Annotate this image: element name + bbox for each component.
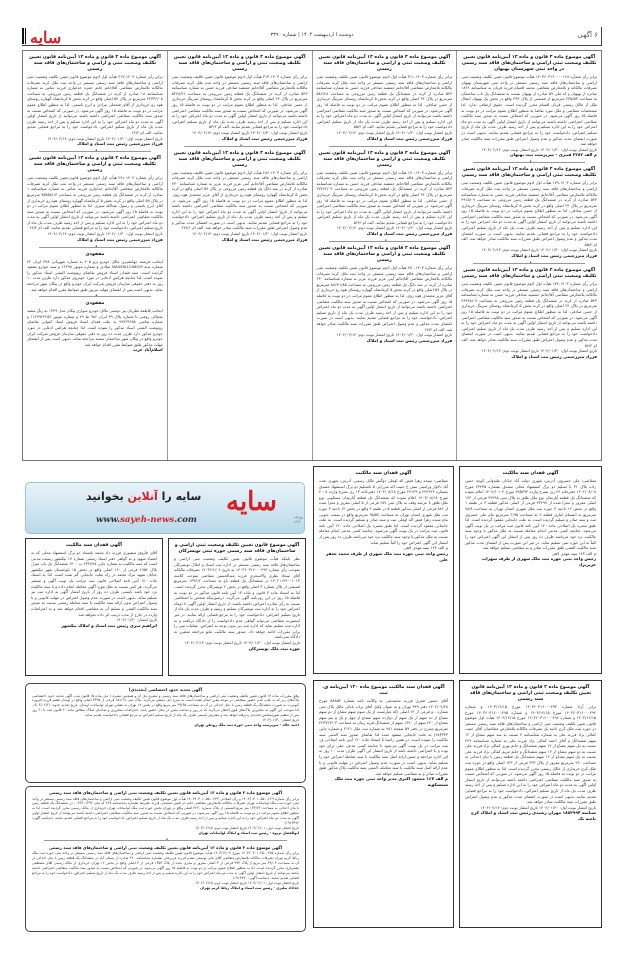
column bbox=[312, 51, 457, 460]
notice-box-rounded bbox=[25, 683, 306, 783]
banner-tagline bbox=[86, 490, 201, 503]
notice-box bbox=[168, 538, 306, 676]
notice-title: آگهی موضوع ماده ۳ قانون و ماده ۱۳ آیین‌نامه قانون تعیین تکلیف وضعیت ثبتی اراضی و ساختمان‌های فاقد سند رسمی bbox=[48, 790, 283, 795]
notice-title: آگهی موضوع ماده ۳ قانون و ماده ۱۳ آیین‌نامه قانون تعیین تکلیف وضعیت ثبتی و اراضی و ساختمان‌های فاقد سند رسمی bbox=[173, 55, 306, 72]
notice-title: آگهی موضوع ماده ۳ قانون و ماده ۱۳ آیین‌نامه قانون تعیین تکلیف وضعیت ثبتی و اراضی و ساختمان‌های فاقد سند رسمی bbox=[318, 246, 451, 264]
notice-box-rounded bbox=[25, 786, 306, 932]
notice bbox=[27, 156, 163, 243]
notice-ref: م الف ۱۴۳ سید مهدی لاهی bbox=[551, 550, 596, 556]
notice bbox=[461, 167, 597, 259]
notice-title: آگهی فقدان سند مالکیت bbox=[502, 471, 559, 476]
notice-ref: تاریخ انتشار: ۱۴۰۴/۰۱/۳۰ bbox=[116, 617, 157, 623]
separator bbox=[39, 151, 151, 153]
notice-title: آگهی فقدان سند مالکیت bbox=[66, 543, 122, 548]
notice-body: برابر رأی شماره ۱۴۰۳-۳۱۳ هیأت اول ادوم موضوع قانون تعیین تکلیف وضعیت ثبتی اراضی و ساختمان‌های فاقد سند رسمی مستقر در واحد ثبت ملک کرند تصرفات مالکانه بلامعارض متقاضی آقا/خانم خانم حمزه خدابیاری فرزند عباس به شماره شناسنامه ۱۸ صادره از کرند در ششدانگ یک قطعه زمین مزروعی به مساحت ۲۲۳۳۶/۰۸ مترمربع در پلاک ۵۹ اصلی واقع در کرند بخش ۵ کرمانشاه گهواره روستای هوه رو خریداری از آقای فتحعلی مرادی و ایرج یاسمی. لذا به منظور اطلاع عموم مراتب در دو نوبت به فاصله ۱۵ روز آگهی می‌شود. در صورتی که اشخاص نسبت به صدور سند مالکیت متقاضی اعتراضی داشته باشند می‌توانند از تاریخ انتشار اولین آگهی به مدت دو ماه اعتراض خود را به این اداره تسلیم و پس از اخذ رسید ظرف مدت یک ماه از تاریخ تسلیم اعتراض، دادخواست خود را به مراجع قضایی تقدیم نمایند. الف ام ۶۲/۲ bbox=[27, 74, 163, 135]
notice bbox=[172, 151, 308, 243]
notice-body: ایجانب فرشته جهانشیری مالک خودرو پژو ۴۰۵ به شماره شهربانی ۳۹۸ ایران ۲۲ شماره بدنه NAAM01CA6CM میلادی و شماره موتور ۱۲۴۹۸ و سند خودرو مفقود گردیده است. سند فقدان اسناد فروش تقاضای رونوشت المثنی اسناد مذکور را نموده است. لذا چنانچه هرکس ادعایی در مورد خودروی مذکور دارد ظرف مدت ۱۰ روز به دفتر حقوقی سازمان فروش شرکت ایران خودرو واقع در پیکان شهر مراجعه نماید. بدیهی است پس از انقضای مهلت مزبور طبق ضوابط مقرر اقدام خواهد شد. bbox=[27, 258, 163, 292]
notice-box bbox=[313, 466, 454, 674]
notice-body: متقاضی: علی خسروی، آدرس: شهری دولت آباد خیابان علیدوانی کوچه حسن زاده پلاک ۳۱ با تسلیم دو برگ استشهاد محلی مصدق بشماره ۲۳۴۳۵ مورخ ۱۴۰۲/۰۸/۰۸ دفترخانه ۴۲ ری بشرح وارده ۲۹۵۷۹۳ مورخ ۱۴۰۲/۱۰/۰۴ اعلام نموده که ششدانگ یک قطعه آپارتمان نوع ملک طلق به پلاک ثبتی ۲۷۹۹۸ فرعی از ۱۲۳ اصلی مفروز و مجزا شده از ۴۳۲۹۷ فرعی از اصلی مذکور قطعه ۴ در طبقه ۱ واقع در بخش ۱۲ ناحیه ۳ حوزه ثبت ملک شهری استان تهران به مساحت ۹۸/۸ مترمربع به انضمام انباری قطعه ۲ به مساحت ۲/۹۵ مترمربع بنام علی خسروی ثبت و سند صادر و تسلیم گردیده است. به علت جابجایی مفقود گردیده است. لذا طبق تبصره یک اصلاحی ماده ۱۲۰ آیین نامه قانون ثبت مراتب در یک نوبت آگهی می‌شود. چنانچه کسی مدعی انجام معامله نسبت به ملک مذکور یا وجود سند مالکیت نزد خود می‌باشد ظرف ده روز پس از انتشار این آگهی اعتراض خود را کتباً به این حوزه ثبتی تسلیم نماید. در غیر این صورت پس از انقضای مدت مذکور سند مالکیت المثنی طبق مقررات صادر و به متقاضی تسلیم خواهد شد. bbox=[465, 478, 597, 551]
notice-box bbox=[459, 680, 602, 928]
online-banner[interactable] bbox=[25, 482, 305, 534]
tagline-highlight: آنلاین bbox=[127, 490, 158, 503]
notice bbox=[317, 246, 453, 344]
notice-body: برابر رأی شماره ۱۴۰۳-۱۷۰ هیأت اول ادوم موضوع قانون تعیین تکلیف وضعیت ثبتی اراضی و ساختمان‌های فاقد سند رسمی مستقر در واحد ثبت ملک کرند تصرفات مالکانه بلامعارض متقاضی آقا/خانم جمشید صادقی فرزند حسن به شماره شناسنامه ۵۴۳ صادره از کرند در ششدانگ یک قطعه زمین مزروعی به مساحت ۲۷۷۶۴/۰۴ مترمربع در پلاک ۲۴ اصلی واقع در کرند بخش ۵ کرمانشاه روستای سرینگ خریداری از حسن صادقی. لذا به منظور اطلاع عموم مراتب در دو نوبت به فاصله ۱۵ روز آگهی می‌شود. در صورتی که اشخاص نسبت به صدور سند مالکیت متقاضی اعتراضی داشته باشند می‌توانند از تاریخ انتشار اولین آگهی به مدت دو ماه اعتراض خود را به این اداره تسلیم و پس از اخذ رسید ظرف مدت یک ماه از تاریخ تسلیم اعتراض، دادخواست خود را به مراجع قضایی تقدیم نمایند. الف ام ۵۶/۲ bbox=[316, 169, 453, 225]
banner-url[interactable] bbox=[96, 515, 197, 525]
notice bbox=[172, 55, 308, 142]
notice bbox=[27, 55, 163, 147]
notice-date: تاریخ انتشار نوبت اول: ۱۴۰۴/۰۱/۳۰ تاریخ انتشار نوبت دوم: ۱۴۰۴/۰۲/۱۴ bbox=[336, 225, 453, 231]
notice-date: تاریخ انتشار نوبت اول: ۱۴۰۴/۰۱/۳۰ تاریخ انتشار نوبت دوم: ۱۴۰۴/۰۲/۱۴ bbox=[481, 146, 597, 152]
notice-box bbox=[25, 538, 163, 676]
notice-signature: رئیس واحد ثبتی حوزه ثبت ملک شهری از طرف محمد جعفر علی bbox=[325, 550, 448, 562]
notice-date: تاریخ انتشار نوبت اول: ۱۴۰۴/۰۱/۳۰ تاریخ انتشار نوبت دوم: ۱۴۰۴/۰۲/۱۴ bbox=[336, 332, 453, 338]
column bbox=[167, 51, 312, 460]
notice-body: برابر رأی شماره ۱۴۰۳۶۰۳۰۱۰۵۵۰۰۲۶۹ و رأی اصلاحی ۱۴۰۳۶۰۳۰۱۰۵۵۰۰۲۳۳ هیأت اول موضوع قانون تعیین تکلیف وضعیت ثبتی اراضی و ساختمان‌های فاقد سند رسمی مستقر در واحد ثبتی حوزه ثبت ملک لواسانات تهران تصرفات مالکانه بلامعارض متقاضی خانم ام البنین صحیحی فرزند علیرضا بشماره شناسنامه ۲۲۸ کد ملی ۰۰۴۹۶۰۱۳۹۲ در ششدانگ یک قطعه زمین با بنای احداثی به مساحت ۱۳۳/۲۲ متر مربع قسمتی از پلاک شماره ۲۲۲۰ اصلی واقع در تهران بخش حوزه ثبت ملک لواسانات تهران خریداری از مالک رسمی محرز گردیده است. لذا به منظور اطلاع عموم مراتب در دو نوبت به فاصله ۱۵ روز آگهی می‌شود. در صورتی که اشخاص نسبت به صدور سند مالکیت متقاضی اعتراضی داشته باشند می‌توانند از تاریخ انتشار اولین آگهی به مدت دو ماه اعتراض خود را به این اداره تسلیم و پس از اخذ رسید ظرف مدت یک ماه از تاریخ تسلیم اعتراض، دادخواست خود را به مراجع قضایی تقدیم نمایند. (شناسه آگهی: ۱۹۱۳۴۹۶) bbox=[32, 796, 300, 826]
notice-title: آگهی موضوع ماده ۳ قانون و ماده ۱۳ آیین‌نامه قانون تعیین تکلیف وضعیت ثبتی اراضی و ساختمان‌های فاقد سند رسمی bbox=[461, 167, 597, 179]
notice-title: آگهی فقدان سند مالکیت موضوع ماده ۱۲۰ آیین‌نامه ق. ثبت bbox=[322, 685, 445, 696]
notice-body: برابر رأی شماره ۱۴۰۳۶۰۳۱۲۰۰۰۰۱۲۸ هیأت موضوع قانون تعیین تکلیف وضعیت ثبتی اراضی و ساختمان‌های فاقد سند رسمی مستقر در واحد ثبتی شهرستان بهبهان تصرفات مالکانه و بلامعارض متقاضی محمد اقسام فرزند قربان به شناسنامه ۱۸۶۲ صادره از بهبهان و کد ملی ۵۹ صادره از بهبهان نسبت به ششدانگ یک باب ساختمان به مساحت ۲۳۵/۵۳ مترمربع از قسمتی از پلاک ۳۹۳ واقع در بخش یک بهبهان انتقال ملک از مالک رسمی قربان اقسام محرز گردیده است. حقوق ارتفاقی ندارد. لذا مشخصات متقاضی و ملک مورد تقاضا به منظور اطلاع عموم مراتب در دو نوبت به فاصله ۱۵ روز آگهی می‌شود. در صورتی که اشخاص نسبت به صدور سند مالکیت متقاضی اعتراضی داشته باشند می‌توانند از تاریخ انتشار اولین آگهی به مدت دو ماه اعتراض خود را به این اداره تسلیم و پس از اخذ رسید ظرف مدت یک ماه از تاریخ تسلیم اعتراض، دادخواست خود را به مراجع قضایی تقدیم نمایند. بدیهی است در صورت انقضای مدت مذکور و عدم وصول اعتراض طبق مقررات سند مالکیت صادر خواهد شد. bbox=[461, 74, 597, 147]
notice-body: آقای فاروق منصوری فرزند داد محمد باستناد دو برگ استشهاد محلی که به امضاء شهود و به گواهی دفتر اسناد رسمی شماره ۱۷ نیکشهر رسیده مدعی است که سند مالکیت به شماره چاپی ۲۳۲۸۹۸ ب ۱۴۰۰ ششدانگ یک باب منزل پلاک ۱۹۵۴ فرعی از ۱۶۰ اصلی واقع در بخش ۱۵ بلوچستان شهر نیکشهر خیابان شهید مراد محمد در راه بعلت جابجایی گم شده است. لذا به استناد ماده ۱۲۰ آئین نامه اصلاحی قانون ثبت مراتب یک نوبت آگهی و منتشر می‌گردد. هر کس نسبت به ملک مورد آگهی معامله انجام داده و یا سند مالکیت نزد خود باشد بایستی ظرف ده روز از تاریخ انتشار آگهی به اداره ثبت نیز تسلیم نماید. بدیهی است در صورت عدم وصول اعتراض در مهلت قانونی و یا وصول اعتراض بدون ارائه سند مالکیت یا سند معامله رسمی نسبت به صدور سند مالکیت المثنی و تسلیم آن به متقاضی اقدام خواهد شد و به اعتراضات وارده در خارج از مدت ترتیب اثر داده نخواهد شد. bbox=[31, 550, 158, 617]
notice-title: آگهی موضوع ماده ۳ قانون و ماده ۱۳ آیین‌نامه قانون تعیین تکلیف وضعیت ثبتی اراضی و ساختمان‌های فاقد سند رسمی bbox=[461, 268, 597, 280]
notice-body: آقای حسین قنبری فرزند محمدتقی به وکالت نامه شماره ۵۸۸۵۴ مورخ ۱۴۰۲/۰۴/۲۸ دفتر ۳۴۹ تهران و به عنوان وکیل آقای برات بابائی مالک پلاک ثبتی شماره - و فرعی از ۱۳ اصلی (که عبارتست از یک سوم سهم مشاع از دو سهم مشاع از ده سهم از یک سهم از دوازده سهم مشاع از چهل و یک و نیم سهم مشاع از ۲۴۰ سهم از ۱۶۹۰ سهم از ششدانگ قریه زیبان به مساحت ۲۲۳۷۲۳/۰۳ مترمربع مندرج در دفتر ۵۹ صفحه ۹۸۱ به شماره ثبت ملک ۲۱۲۱ و شماره چاپی ۶۸۳۳۳۳) به علت جابجایی مفقود شده لذا تقاضای صدور سند المثنی سند مالکیت را نموده است. در همین راستا با استناد ماده ۱۲۰ آیین نامه اصلاحی ق. ثبت مراتب در یک نوبت آگهی می‌شود تا چنانچه کسی مدعی حقی برای خود بوده و یا اعتراضی داشته باشد از تاریخ انتشار این آگهی ظرف مدت ۱۰ روز به این اداره مراجعه و ضمن ارائه اصل سند مالکیت یا سند معامله اعتراض خود را تسلیم نماید. بدیهی است در صورت عدم وصول اعتراض در مهلت قانونی و یا عدم ارائه اصل سند مالکیت یا سند معامله، المثنی سند مالکیت پلاک مذکور طبق مقررات صادر و به متقاضی تسلیم خواهد شد. bbox=[319, 698, 449, 776]
notice-signature: فرزاد میررحیمی رئیس ثبت اسناد و املاک bbox=[221, 236, 308, 242]
notice bbox=[32, 790, 299, 836]
section-label: آگهی bbox=[577, 31, 592, 39]
notice-title: آگهی فقدان سند مالکیت bbox=[355, 471, 412, 476]
notice-date: تاریخ انتشار نوبت اول: ۱۴۰۴/۰۱/۳۰ تاریخ انتشار نوبت دوم: ۱۴۰۴/۰۲/۱۴ bbox=[481, 348, 597, 354]
notice-signature: م الف ۱۶۷ محمود اکبری مدیر واحد ثبتی حوزه ثبت ملک شمشکویه bbox=[334, 776, 448, 788]
notice-ref: تاریخ انتشار نوبت اول: ۱۴۰۴/۰۱/۳۰ تاریخ انتشار نوبت دوم: ۱۴۰۴/۰۲/۱۴ bbox=[184, 639, 300, 645]
notice bbox=[27, 252, 163, 293]
separator bbox=[329, 146, 441, 148]
notice bbox=[465, 685, 596, 822]
notice-ref: م الف ۱۴۴ سید مهدی لاهی bbox=[403, 545, 448, 551]
issue-dateline: دوشنبه ا اردیبهشت ۱۴۰۴ | شماره ۳۳۹۰ bbox=[270, 32, 354, 38]
notice-title: مفقودی bbox=[85, 301, 105, 307]
notice bbox=[317, 151, 453, 238]
notice-date: تاریخ انتشار نوبت اول: ۱۴۰۴/۰۱/۳۰ تاریخ انتشار نوبت دوم: ۱۴۰۴/۰۲/۱۴ bbox=[336, 129, 453, 135]
notice-signature: ابراهیم میری رئیس ثبت اسناد و املاک نیکشهر bbox=[61, 622, 157, 628]
notice-title: آگهی موضوع ماده ۳ قانون و ماده ۱۳ آیین‌نامه قانون تعیین تکلیف وضعیت ثبتی اراضی و ساختمان‌های فاقد سند رسمی در واحد ثبتی شهرستان بهبهان bbox=[461, 55, 597, 72]
notice-title: آگهی موضوع ماده ۳ قانون و ماده ۱۳ آیین‌نامه قانون تعیین تکلیف وضعیت ثبتی و اراضی و ساختمان‌های فاقد سند رسمی bbox=[318, 150, 451, 168]
notice-signature: فرزاد میررحیمی رئیس ثبت اسناد و املاک bbox=[77, 236, 163, 242]
separator bbox=[473, 162, 585, 164]
notice bbox=[32, 845, 299, 891]
notice-ref: تاریخ انتشار: ۱۴۰۴/۰۱/۳۰ bbox=[262, 718, 299, 723]
notice-signature: شناسه ۱۸۸۲۹۹۴ مهران رشیدی رئیس ثبت اسناد و املاک کرج ناحیه یک bbox=[470, 810, 596, 822]
top-notices-grid bbox=[22, 50, 602, 461]
notice-title: آگهی موضوع قانون تعیین تکلیف وضعیت ثبتی اراضی و ساختمان‌های فاقد سند رسمی حوزه ثبتی تویسرکان bbox=[174, 543, 300, 554]
notice-signature: فرزاد میررحیمی رئیس ثبت اسناد و املاک bbox=[366, 135, 453, 141]
notice-body: برابر رأی شماره ۱۴۰۳-۲۸۶ هیأت اول ادوم موضوع قانون تعیین تکلیف وضعیت ثبتی اراضی و ساختمان‌های فاقد سند رسمی مستقر در واحد ثبت ملک کرند تصرفات مالکانه بلامعارض متقاضی آقا/خانم آیتی عزیز فرزند عزیز به شماره شناسنامه ۲۳۰ صادره از کرند در سه دانگ یک قطعه زمین مزروعی در پلاک ۵۹ اصلی واقع در کرند بخش ۵ کرمانشاه گهواره روستای هوه رو خریداری از آقای عزیز محمدی هوه روی. لذا به منظور اطلاع عموم مراتب در دو نوبت به فاصله ۱۵ روز آگهی می‌شود. در صورتی که اشخاص نسبت به صدور سند مالکیت متقاضی اعتراضی داشته باشند می‌توانند از تاریخ انتشار اولین آگهی به مدت دو ماه اعتراض خود را به این اداره تسلیم و پس از اخذ رسید ظرف مدت یک ماه از تاریخ تسلیم اعتراض، دادخواست خود را به مراجع قضایی تقدیم نمایند. بدیهی است در صورت انقضای مدت مذکور و عدم وصول اعتراض طبق مقررات سند مالکیت صادر خواهد شد. الف ام ۶۷۹/۱ bbox=[171, 169, 308, 231]
notice-signature: ابوالفضل تریوه - رئیس ثبت اسناد و املاک لواسانات تهران bbox=[198, 830, 299, 835]
separator bbox=[329, 241, 441, 243]
banner-logo: سایه bbox=[226, 487, 277, 517]
masthead-logo: سایه bbox=[30, 28, 62, 47]
notice-signature: فرزاد میررحیمی رئیس ثبت اسناد و املاک bbox=[511, 353, 597, 359]
notice-box bbox=[313, 680, 454, 928]
notice-signature: اسلام‌آباد غرب bbox=[133, 347, 163, 353]
notice-body: برابر رأی شماره ۱۴۰۳-۱۷۴ هیأت اول ادوم موضوع قانون تعیین تکلیف وضعیت ثبتی اراضی و ساختمان‌های فاقد سند رسمی مستقر در واحد ثبت ملک کرند تصرفات مالکانه بلامعارض متقاضی آقا/خانم جمشید صادقی فرزند حسن به شماره شناسنامه ۵۴۳ صادره از کرند در ششدانگ یک قطعه زمین مزروعی به مساحت ۴۴۹۳۸/۰۷ مترمربع در پلاک ۲۴ اصلی واقع در کرند بخش ۵ کرمانشاه روستای سرینگ خریداری از حسن صادقی. لذا به منظور اطلاع عموم مراتب در دو نوبت به فاصله ۱۵ روز آگهی می‌شود. در صورتی که اشخاص نسبت به صدور سند مالکیت متقاضی اعتراضی داشته باشند می‌توانند از تاریخ انتشار اولین آگهی به مدت دو ماه اعتراض خود را به این اداره تسلیم و پس از اخذ رسید ظرف مدت یک ماه از تاریخ تسلیم اعتراض، دادخواست خود را به مراجع قضایی تقدیم نمایند. بدیهی است در صورت انقضای مدت مذکور و عدم وصول اعتراض طبق مقررات سند مالکیت صادر خواهد شد. الف ام ۵۷/۲ bbox=[461, 281, 598, 348]
notice-title: آگهی موضوع ماده ۳ قانون و ماده ۱۳ آیین‌نامه قانون تعیین تکلیف وضعیت ثبتی اراضی و ساختمان‌های فاقد سند رسمی bbox=[469, 685, 592, 702]
notice-title: آگهی موضوع ماده ۳ قانون و ماده ۱۳ آیین‌نامه قانون تعیین تکلیف وضعیت ثبتی اراضی و ساختمان‌های فاقد سند رسمی bbox=[48, 844, 283, 850]
notice-title: آگهی موضوع ماده ۳ قانون و ماده ۱۳ آیین‌نامه قانون تعیین تکلیف وضعیت ثبتی و اراضی و ساختمان‌های فاقد سند رسمی bbox=[28, 55, 161, 72]
separator bbox=[473, 263, 585, 265]
notice-title: مفقودی bbox=[85, 251, 105, 257]
notice-title: آگهی موضوع ماده ۳ قانون و ماده ۱۳ آیین‌نامه قانون تعیین تکلیف وضعیت ثبتی و اراضی و ساختمان‌های فاقد سند رسمی bbox=[318, 55, 451, 72]
notice bbox=[317, 55, 453, 142]
url-prefix: www. bbox=[96, 515, 121, 525]
notice-body: وفق مقررات ماده ۱۳ قانون تعیین تکلیف وضعیت ثبتی اراضی و ساختمان‌های فاقد سند رسمی و تبصره ذیل آن و همچنین تبصره ۱ ذیل ماده ۱۵ قانون ثبت، آگهی تحدید حدود اختصاصی پلاک‌های زیر که به علت عدم حضور متقاضی در موعد مقرر انجام نشده است به شرح ذیل منتشر می‌گردد. پلاک ثبتی ۱۵۱/۱۷ فرعی از ۳۳۹۵ اصلی واقع در اوشان فشم فرزند فیروزه کیومرث به صورت ششدانگ یک قطعه زمین با بنای احداثی در آن به مساحت ۴۹/۹۵ متر مربع واقع در بخش ۱۸ تهران به نشانی تهران لواسانات اوشان. تاریخ تحدید حدود: ۱۴۰۴/۰۲/۲۱. لذا بموجب این آگهی به مجاورین پلاک‌های فوق اخطار می‌گردد که در روز و ساعت مقرر در محل حضور یابند. اعتراضات مجاورین و صاحبان املاک مطابق ماده ۲۰ قانون ثبت تا ۳۰ روز پس از تنظیم صورتمجلس تحدیدی پذیرفته خواهد شد و معترض بایستی ظرف یک ماه از تاریخ تسلیم اعتراض به مرجع قضایی دادخواست تقدیم نماید. bbox=[32, 693, 300, 718]
notice bbox=[32, 687, 299, 728]
separator bbox=[39, 247, 151, 249]
separator bbox=[44, 840, 287, 842]
url-highlight: sayeh-news bbox=[120, 515, 175, 525]
separator bbox=[184, 146, 296, 148]
notice-body: متقاضی: سیده زهرا فیض اله اوغلی دوگش مالک رسمی، آدرس: شهری تحت آباد دلاوار ورامینی نبش خ حبیب اله میرزایی ۵ باتسلیم دو برگ استشهاد مصدق بشماره ۲۴۲۳۲۳ و ۲۴۱۳۹ مورخ ۱۴۰۳/۰۸/۱۸ دفترخانه ۱۳ ری بشرح وارده ۴۰۰۸ مورخ ۱۴۰۳/۰۸/۱۸ اعلام نموده که ششدانگ یک قطعه آپارتمان مسکونی نوع ملک طلق با عرصه وقف به پلاک ثبتی ۶۸۷ فرعی از ۵ اصلی مفروز و مجزا شده از ۸۸۶ فرعی از اصلی مذکور قطعه ۵ در طبقه ۲ واقع در بخش ۱۲ ناحیه ۳ حوزه ثبت ملک شهری استان تهران به مساحت ۹۵/۵۷ مترمربع واقع در سمت جنوبی بنام سیده زهرا فیض اله اوغلی ثبت و سند صادر و تسلیم گردیده است. به علت جابجایی مفقود گردیده است. لذا طبق تبصره یک اصلاحی ماده ۱۲۰ آیین نامه قانون ثبت مراتب در یک نوبت آگهی می‌شود. چنانچه کسی مدعی انجام معامله نسبت به ملک مذکور یا وجود سند مالکیت نزد خود می‌باشد ظرف ده روز پس از انتشار این آگهی اعتراض خود را کتباً تسلیم نماید. bbox=[319, 478, 448, 545]
tagline-part2: بخوانید bbox=[86, 490, 128, 503]
notice bbox=[319, 471, 448, 563]
notice-body: برابر رأی شماره ۱۴۰۳۶۰۳۰۱۰۴۵۰۰۲۷۵ مورخ ۱۴۰۳/۱۲/۰۴ هیأت موضوع قانون تعیین تکلیف وضعیت ثبتی اراضی و ساختمان‌های فاقد سند رسمی مستقر در واحد ثبتی حوزه ثبت ملک رباط کریم تهران تصرفات مالکانه بلامعارض متقاضی آقای علی یوسفی مقدم فرزند عزیزعلی بشماره شناسنامه ۲۲۰ صادره از بستان آباد در ششدانگ یک قطعه زمین با بنای احداثی در آن به مساحت ۳۳/۰۳ متر مربع از پلاک ۳۹۳ فرعی از ۳ اصلی مفروز و مجزی شده از پلاک ۱۳۵۳ فرعی از ۳ اصلی واقع در بخش ۱۲ تهران خریداری از مالک رسمی آقای مصطفی یشترپاری محرز گردیده است. لذا به منظور اطلاع عموم مراتب در دو نوبت به فاصله ۱۵ روز آگهی می‌شود. در صورتی که اشخاص نسبت به صدور سند مالکیت متقاضی اعتراضی داشته باشند می‌توانند از تاریخ انتشار اولین آگهی به مدت دو ماه اعتراض خود را به این اداره تسلیم و پس از اخذ رسید ظرف مدت یک ماه از تاریخ تسلیم اعتراض، دادخواست خود را به مراجع قضایی تقدیم نمایند. (شناسه آگهی: ۱۹۱۳۷۳۰) bbox=[32, 851, 300, 880]
notice-body: ایجانب فاطمه نظریان پیر دوستی مالک خودرو سواری پیکان مدل ۱۳۷۹ به رنگ سفید یخچالی روغنی با شماره پلاک ۳۹ ایران ۹۸۶ ط ۷۹ و شماره موتور ۱۱۲۷۹۲۲۲۵۲ و شماره شاسی ۷۹۴۲۳۶۵۸ به علت فقدان اسناد فروش اسناد کمپانی تقاضای رونوشت المثنی اسناد مذکور را نموده است. لذا چنانچه هرکس ادعایی در مورد خودرو مذکور دارد ظرف مدت ده روز به دفتر حقوقی سازمان فروش شرکت ایران خودرو واقع در پیکان شهر ساختمان سمند مراجعه نماید. بدیهی است پس از انقضای مهلت مذکور طبق ضوابط مقرر اقدام خواهد شد. bbox=[27, 308, 163, 347]
notice-signature: خداداد یبلیزی - رئیس ثبت اسناد و املاک رباط کریم تهران bbox=[200, 885, 299, 890]
notice-signature: فرزاد میررحیمی رئیس ثبت اسناد و املاک bbox=[77, 141, 163, 147]
notice bbox=[465, 471, 596, 568]
column bbox=[456, 51, 601, 460]
notice-signature: م الف ۲۲۸۲ قنبری - سرپرست ثبت بهبهان bbox=[510, 152, 597, 158]
notice-signature: رئیس واحد ثبتی حوزه ثبت ملک شهری از طرف سهراب عزیزنژاد bbox=[482, 556, 596, 568]
notice-ref: تاریخ انتشار نوبت اول: ۱۴۰۴/۰۱/۳۰ تاریخ انتشار نوبت دوم: ۱۴۰۴/۰۲/۱۴ bbox=[480, 804, 596, 810]
column bbox=[23, 51, 167, 460]
notice-signature: فرزاد میررحیمی رئیس ثبت اسناد و املاک bbox=[366, 231, 453, 237]
tagline-part1: سایه را bbox=[157, 490, 202, 503]
notice-body: برابر رأی شماره ۱۴۰۳-۲۹۱ هیأت اول ادوم موضوع قانون تعیین تکلیف وضعیت ثبتی اراضی و ساختمان‌های فاقد سند رسمی مستقر در واحد ثبت ملک کرند تصرفات مالکانه بلامعارض متقاضی آقا/خانم خدابیاری فرزند عباس به شماره شناسنامه ۱ صادره از کرند در ششدانگ یک قطعه زمین مزروعی به مساحت ۹۵۷۵۸/۱۳ مترمربع در پلاک ۵۹ اصلی واقع در کرند بخش ۵ کرمانشاه گهواره روستای هوه رو خریداری از آقای ایرج یاسمی و رسول عبدالله سبزی. لذا به منظور اطلاع عموم مراتب در دو نوبت به فاصله ۱۵ روز آگهی می‌شود. در صورتی که اشخاص نسبت به صدور سند مالکیت متقاضی اعتراضی داشته باشند می‌توانند از تاریخ انتشار اولین آگهی به مدت دو ماه اعتراض خود را به این اداره تسلیم و پس از اخذ رسید ظرف مدت یک ماه از تاریخ تسلیم اعتراض، دادخواست خود را به مراجع قضایی تقدیم نمایند. الف ام ۶۲/۲ bbox=[27, 175, 163, 231]
section-title bbox=[578, 31, 598, 39]
notice-ref: تاریخ انتشار نوبت اول: ۱۴۰۴/۰۲/۰۱ تاریخ انتشار نوبت دوم: ۱۴۰۴/۰۲/۱۵ bbox=[195, 825, 299, 830]
banner-logo-sub: روزنامه ایران bbox=[294, 515, 304, 523]
notice-ref: تاریخ انتشار نوبت اول: ۱۴۰۴/۰۲/۰۱ تاریخ انتشار نوبت دوم: ۱۴۰۴/۰۲/۱۵ bbox=[195, 880, 299, 885]
notice-date: تاریخ انتشار نوبت اول: ۱۴۰۴/۰۱/۳۰ تاریخ انتشار نوبت دوم: ۱۴۰۴/۰۲/۱۴ bbox=[192, 231, 308, 237]
notice-body: برابر رأی شماره ۱۴۰۳-۲۸۰ هیأت اول ادوم موضوع قانون تعیین تکلیف وضعیت ثبتی اراضی و ساختمان‌های فاقد سند رسمی مستقر در واحد ثبت ملک کرند تصرفات مالکانه بلامعارض متقاضی آقا/خانم آیتی عزیز فرزند عزیز به شماره شناسنامه ۲۳۰ صادره از کرند در سه دانگ یک قطعه زمین مزروعی به مساحت ۸۸۶۴۱/۸۵ مترمربع در پلاک ۵۹ اصلی واقع در کرند بخش ۵ کرمانشاه گهواره روستای هوه رو خریداری از آقای عزیز محمدی هوه روی. لذا به منظور اطلاع عموم مراتب در دو نوبت به فاصله ۱۵ روز آگهی می‌شود. در صورتی که اشخاص نسبت به صدور سند مالکیت متقاضی اعتراضی داشته باشند می‌توانند از تاریخ انتشار اولین آگهی به مدت دو ماه اعتراض خود را به این اداره تسلیم و پس از اخذ رسید ظرف مدت یک ماه از تاریخ تسلیم اعتراض، دادخواست خود را به مراجع قضایی تقدیم نمایند. بدیهی است در صورت انقضای مدت مذکور و عدم وصول اعتراض طبق مقررات سند مالکیت صادر خواهد شد. الف ام ۶۷/۲ bbox=[316, 265, 453, 332]
notice bbox=[27, 301, 163, 353]
notice bbox=[174, 543, 300, 652]
url-suffix: .com bbox=[174, 515, 197, 525]
notice-body: برابر رأی شماره ۱۴۰۳-۳۱۳ هیأت اول ادوم موضوع قانون تعیین تکلیف وضعیت ثبتی اراضی و ساختمان‌های فاقد سند رسمی مستقر در واحد ثبت ملک کرند تصرفات مالکانه بلامعارض متقاضی آقا/خانم جمشید صادقی فرزند حسن به شماره شناسنامه ۵۴۳ صادره از کرند در ششدانگ یک قطعه زمین مزروعی به مساحت ۵۲۲۸/۴۱ مترمربع در پلاک ۲۴ اصلی واقع در کرند بخش ۵ کرمانشاه روستای سرینگ خریداری از حسن صادقی. لذا به منظور اطلاع عموم مراتب در دو نوبت به فاصله ۱۵ روز آگهی می‌شود. در صورتی که اشخاص نسبت به صدور سند مالکیت متقاضی اعتراضی داشته باشند می‌توانند از تاریخ انتشار اولین آگهی به مدت دو ماه اعتراض خود را به این اداره تسلیم و پس از اخذ رسید ظرف مدت یک ماه از تاریخ تسلیم اعتراض، دادخواست خود را به مراجع قضایی تقدیم نمایند. الف ام ۵۳/۲ bbox=[171, 74, 308, 130]
notice-signature: احمد خالد - سرپرست واحد ثبتی حوزه ثبت ملک رودهن تهران bbox=[194, 722, 299, 727]
notice-body: برابر رأی شماره ۱۴۰۳-۳۱۱ هیأت اول ادوم موضوع قانون تعیین تکلیف وضعیت ثبتی اراضی و ساختمان‌های فاقد سند رسمی مستقر در واحد ثبت ملک کرند تصرفات مالکانه بلامعارض متقاضی آقا/خانم جمشید صادقی فرزند حسن به شماره شناسنامه ۵۴۳ صادره از کرند در ششدانگ یک قطعه زمین مزروعی به مساحت ۵۸۶/۲۸ مترمربع در پلاک ۲۴ اصلی واقع در کرند بخش ۵ کرمانشاه روستای سرینگ خریداری از حسن صادقی. لذا به منظور اطلاع عموم مراتب در دو نوبت به فاصله ۱۵ روز آگهی می‌شود. در صورتی که اشخاص نسبت به صدور سند مالکیت متقاضی اعتراضی داشته باشند می‌توانند از تاریخ انتشار اولین آگهی به مدت دو ماه اعتراض خود را به این اداره تسلیم و پس از اخذ رسید ظرف مدت یک ماه از تاریخ تسلیم اعتراض، دادخواست خود را به مراجع قضایی تقدیم نمایند. الف ام ۵۵/۲ bbox=[316, 74, 453, 130]
notice-signature: حوزه ثبت ملک تویسرکان bbox=[248, 645, 300, 651]
notice-date: تاریخ انتشار نوبت اول: ۱۴۰۴/۰۱/۳۰ تاریخ انتشار نوبت دوم: ۱۴۰۴/۰۲/۱۴ bbox=[47, 231, 163, 237]
notice-title: آگهی موضوع ماده ۳ قانون و ماده ۱۳ آیین‌نامه قانون تعیین تکلیف وضعیت ثبتی و اراضی و ساختمان‌های فاقد سند رسمی bbox=[173, 150, 306, 168]
notice-title: آگهی تحدید حدود اختصاصی (تجدیدی) bbox=[128, 687, 203, 692]
notice bbox=[31, 543, 157, 629]
page-header bbox=[22, 30, 602, 46]
notice-signature: فرزاد میررحیمی رئیس ثبت اسناد و املاک bbox=[511, 253, 597, 259]
separator bbox=[39, 296, 151, 298]
notice-signature: فرزاد میررحیمی رئیس ثبت اسناد و املاک bbox=[366, 337, 453, 343]
notice-date: تاریخ انتشار نوبت اول: ۱۴۰۴/۰۱/۳۰ تاریخ انتشار نوبت دوم: ۱۴۰۴/۰۲/۱۴ bbox=[47, 135, 163, 141]
notice bbox=[461, 55, 597, 158]
notice-date: تاریخ انتشار نوبت اول: ۱۴۰۴/۰۱/۳۰ تاریخ انتشار نوبت دوم: ۱۴۰۴/۰۲/۱۴ bbox=[192, 129, 308, 135]
notice bbox=[461, 268, 597, 360]
notice-body: نظر باینکه هیأت موضوع قانون تعیین تکلیف وضعیت ثبتی اراضی و ساختمان‌های فاقد سند رسمی مستقر در اداره ثبت اسناد و املاک تویسرکان بموجب رأی شماره ۱۴۰۳۶۰۳۱۶۰۰۰۴۹۳ به تاریخ ۱۴۰۳/۱۲/۰۴ تصرفات مالکانه آقای سجاد نظری والاسحری فرزند عبدالحسین متقاضی بموجب کلاسه ۱۴۰۲۱۱۴۴۰۰۱۰۱۳ در ششدانگ یک قطعه باغ به مساحت ۱۳۷۲/۲ مترمربع قسمتی از پلاک شماره ۳ اصلی واقع در بخش ۲ تویسرکان محرز گردیده است. لذا به استناد ماده ۳ قانون و ماده ۱۳ آیین نامه قانون مذکور در دو نوبت به فاصله ۱۵ روز در این روزنامه آگهی می‌گردد. درصورتیکه شخص یا اشخاصی نسبت به رأی صادره اعتراض داشته باشند، از تاریخ انتشار اولین آگهی تا دوماه اعتراض خود را به اداره ثبت تویسرکان تسلیم و رسید و ظرف مدت یک ماه از تاریخ تسلیم اعتراض، دادخواست خود را به مرجع قضایی ارائه نمایند. در غیر اینصورت متقاضی می‌تواند گواهی عدم دادخواست را از دادگاه دریافت و به اداره ثبت تسلیم نماید که اداره ثبت نیز بدون توجه به اعتراض، عملیات ثبتی را برابر مقررات ادامه خواهد داد. صدور سند مالکیت مانع مراجعه متضرر به دادگاه نمی‌باشد. bbox=[174, 556, 300, 640]
notice-box bbox=[459, 466, 602, 674]
notice bbox=[319, 685, 448, 788]
notice-title: آگهی موضوع ماده ۳ قانون و ماده ۱۳ آیین‌نامه قانون تعیین تکلیف وضعیت ثبتی و اراضی و ساختمان‌های فاقد سند رسمی bbox=[28, 156, 161, 174]
header-rule bbox=[600, 27, 602, 45]
notice-body: برابر آراء شماره ۱۴۰۳۶۰۳۱۶۰۰۰۴۹۳ مورخ ۱۴۰۳/۱۲/۱۵ و شماره ۱۴۰۳۶۰۳۱۶۰۰۰۴۹۴ مورخ ۱۴۰۳/۱۲/۱۵ و شماره ۱۴۰۳۶۰۳۱۶۰۰۰۴۹۵ مورخ ۱۴۰۳/۱۲/۱۵ و شماره ۱۴۰۳۶۰۳۱۶۰۰۰۴۹۶ مورخ ۱۴۰۳/۱۲/۱۵ هیأت اول موضوع قانون تعیین تکلیف وضعیت ثبتی اراضی و ساختمان‌های فاقد سند رسمی مستقر در حوزه ثبت ملک کرج ناحیه یک تصرفات مالکانه بلامعارض متقاضیان آقای حبیب کمالی نژاد فرزند علی به شماره شناسنامه ۴ نسبت به سه سهم مشاع از ۱۲ سهم ششدانگ و آقای احمد کمالی نژاد فرزند علی به شماره شناسنامه ۲۲۷ نسبت به یک سهم مشاع از ۱۲ سهم ششدانگ و خانم پوری کمالی نژاد فرزند علی نسبت به دو سهم مشاع از ۱۲ سهم ششدانگ و خانم مریم کمالی نژاد فرزند علی نسبت به یک سهم مشاع از ۱۲ سهم ششدانگ یک قطعه زمین با بنای احداثی به مساحت ۲۹۰ مترمربع مفروز از پلاک ۲۳۳ فرعی از ۱۴۳ اصلی واقع در حوزه ثبت ملک کرج خریداری از مالک رسمی محرز گردیده است. لذا به منظور اطلاع عموم مراتب در دو نوبت به فاصله ۱۵ روز آگهی می‌شود. در صورتی که اشخاص نسبت به صدور سند مالکیت متقاضی اعتراضی داشته باشند می‌توانند از تاریخ انتشار اولین آگهی به مدت دو ماه اعتراض خود را به این اداره تسلیم و پس از اخذ رسید ظرف مدت یک ماه از تاریخ تسلیم اعتراض، دادخواست خود را به مراجع قضایی تقدیم نمایند. بدیهی است در صورت انقضای مدت مذکور و عدم وصول اعتراض طبق مقررات سند مالکیت صادر خواهد شد. bbox=[465, 704, 597, 805]
notice-date: تاریخ انتشار نوبت اول: ۱۴۰۴/۰۱/۳۰ تاریخ انتشار نوبت دوم: ۱۴۰۴/۰۲/۱۴ bbox=[481, 247, 597, 253]
notice-body: برابر رأی شماره ۱۴۰۳-۱۷۹ هیأت اول ادوم موضوع قانون تعیین تکلیف وضعیت ثبتی اراضی و ساختمان‌های فاقد سند رسمی مستقر در واحد ثبت ملک کرند تصرفات مالکانه بلامعارض متقاضی آقا/خانم جمشید صادقی فرزند حسن به شماره شناسنامه ۵۴۳ صادره از کرند در ششدانگ یک قطعه زمین مزروعی به مساحت ۴۹۱۵/۰۹ مترمربع در پلاک ۲۴ اصلی واقع در کرند بخش ۵ کرمانشاه روستای سرینگ خریداری از حسن صادقی. لذا به منظور اطلاع عموم مراتب در دو نوبت به فاصله ۱۵ روز آگهی می‌شود. در صورتی که اشخاص نسبت به صدور سند مالکیت متقاضی اعتراضی داشته باشند می‌توانند از تاریخ انتشار اولین آگهی به مدت دو ماه اعتراض خود را به این اداره تسلیم و پس از اخذ رسید ظرف مدت یک ماه از تاریخ تسلیم اعتراض، دادخواست خود را به مراجع قضایی تقدیم نمایند. بدیهی است در صورت انقضای مدت مذکور و عدم وصول اعتراض طبق مقررات سند مالکیت صادر خواهد شد. الف ام ۵۵/۲ bbox=[461, 180, 598, 247]
page-number: ۶ bbox=[594, 31, 598, 39]
notice-signature: فرزاد میررحیمی رئیس ثبت اسناد و املاک bbox=[221, 135, 308, 141]
